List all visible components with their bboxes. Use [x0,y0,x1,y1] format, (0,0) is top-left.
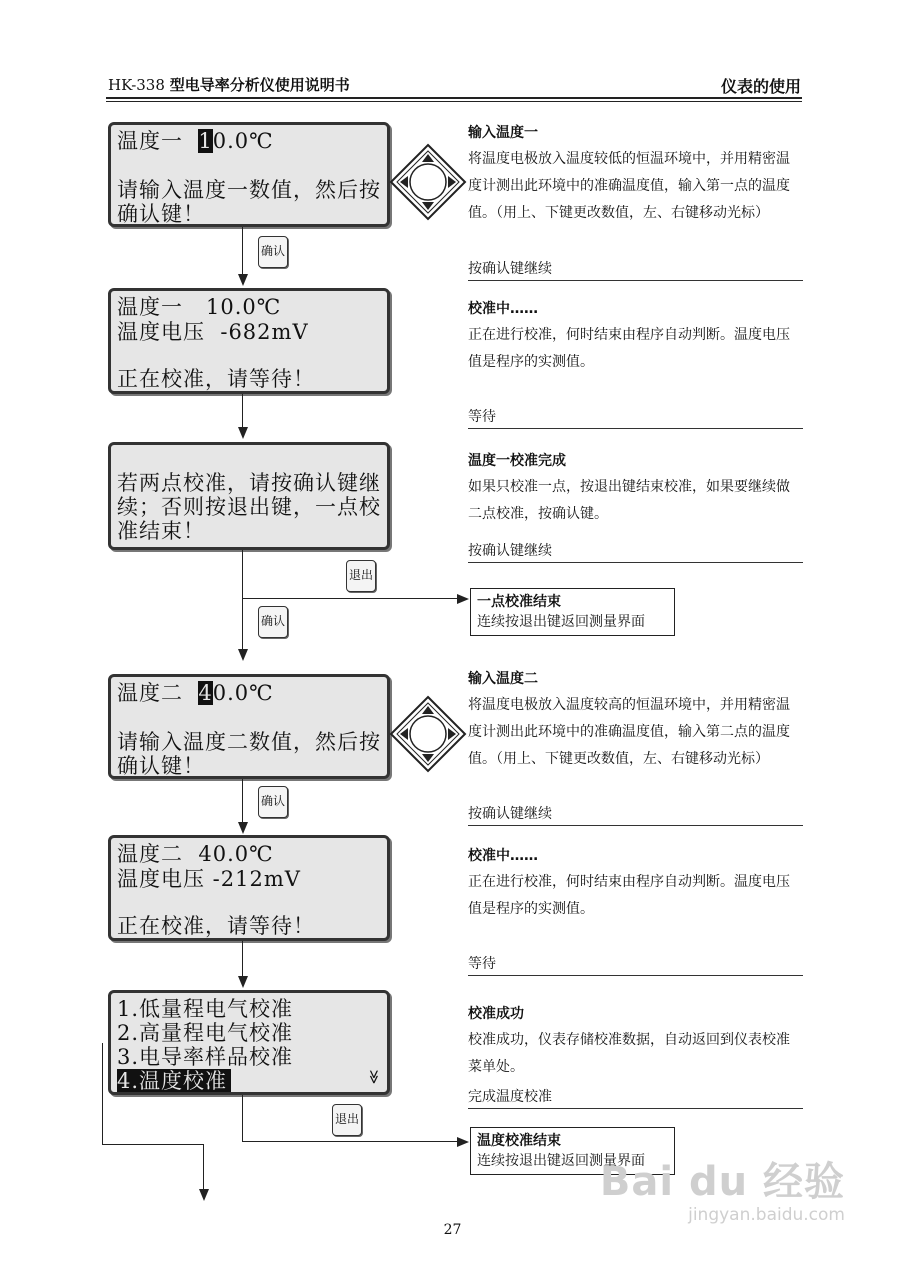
baidu-jingyan-watermark [600,1150,845,1225]
flow-line [242,779,243,823]
exit-key[interactable]: 退出 [346,560,376,592]
end-box-one-point [470,588,675,636]
arrow-down-icon [199,1189,209,1201]
step-body: 正在进行校准，何时结束由程序自动判断。温度电压值是程序的实测值。 [468,327,790,370]
flow-line [242,598,457,599]
step-footer: 等待 [468,956,496,972]
lcd-line: 准结束！ [117,519,205,543]
lcd-line: 正在校准，请等待！ [117,367,315,391]
step-rule [468,1108,803,1109]
step-rule [468,428,803,429]
step-title: 校准中…… [468,848,538,864]
step-rule [468,280,803,281]
menu-item-temperature-selected: 4.温度校准 [117,1069,231,1093]
end-box-text: 连续按退出键返回测量界面 [477,614,645,630]
lcd-line: 请输入温度一数值，然后按 [117,178,381,202]
menu-item-low-range: 1.低量程电气校准 [117,997,294,1021]
flow-line [242,394,243,428]
step-body: 正在进行校准，何时结束由程序自动判断。温度电压值是程序的实测值。 [468,874,790,917]
step-body: 将温度电极放入温度较低的恒温环境中，并用精密温度计测出此环境中的准确温度值，输入第一点的温度值。（用上、下键更改数值，左、右键移动光标） [468,151,790,221]
arrow-down-icon [238,822,248,834]
direction-pad-icon [388,142,468,222]
lcd-line: 请输入温度二数值，然后按 [117,730,381,754]
step-title: 校准中…… [468,301,538,317]
end-box-text: 连续按退出键返回测量界面 [477,1153,645,1169]
manual-title: 型电导率分析仪使用说明书 [169,76,350,94]
confirm-key[interactable]: 确认 [258,236,288,268]
confirm-key[interactable]: 确认 [258,786,288,818]
confirm-key[interactable]: 确认 [258,606,288,638]
arrow-down-icon [238,274,248,286]
arrow-right-icon [457,1137,469,1147]
header-rule-thin [106,101,802,102]
flow-line [242,941,243,977]
lcd-screen-calibrating-temp1 [108,288,390,394]
lcd-line: 0.0℃ [212,129,274,153]
step-body: 校准成功，仪表存储校准数据，自动返回到仪表校准菜单处。 [468,1032,790,1075]
lcd-line: 温度一 10.0℃ [117,295,282,319]
section-title: 仪表的使用 [720,77,801,96]
lcd-screen-calibration-menu [108,990,390,1095]
step-title: 输入温度一 [468,125,538,141]
lcd-line: 确认键！ [117,754,205,778]
end-box-title: 温度校准结束 [477,1133,561,1149]
lcd-line: 温度一 [117,129,199,153]
arrow-down-icon [238,976,248,988]
direction-pad-icon [388,694,468,774]
flow-line [102,1144,204,1145]
lcd-line: 确认键！ [117,202,205,226]
end-box-title: 一点校准结束 [477,594,561,610]
flow-line [242,550,243,650]
arrow-down-icon [238,427,248,439]
scroll-down-icon: ≫ [365,1069,382,1085]
step-rule [468,975,803,976]
step-body: 如果只校准一点，按退出键结束校准，如果要继续做二点校准，按确认键。 [468,479,790,522]
page-number: 27 [443,1222,462,1238]
header-rule [106,97,802,99]
lcd-line: 温度二 40.0℃ [117,842,274,866]
step-title: 温度一校准完成 [468,453,566,469]
lcd-screen-temp1-done [108,442,390,550]
model-number: HK-338 [108,76,165,94]
watermark-url: jingyan.baidu.com [688,1205,845,1225]
lcd-screen-input-temp1 [108,122,390,227]
document-header-title [108,74,350,95]
step-title: 输入温度二 [468,671,538,687]
lcd-line: 正在校准，请等待！ [117,914,315,938]
flow-line [242,1141,457,1142]
flow-line [242,227,243,275]
lcd-line: 续；否则按退出键，一点校 [117,495,381,519]
step-footer: 按确认键继续 [468,543,552,559]
lcd-screen-calibrating-temp2 [108,835,390,941]
arrow-right-icon [457,594,469,604]
lcd-line: 温度电压 -212mV [117,867,301,891]
step-rule [468,825,803,826]
step-footer: 按确认键继续 [468,806,552,822]
flow-line [102,1043,103,1145]
menu-item-high-range: 2.高量程电气校准 [117,1021,294,1045]
step-body: 将温度电极放入温度较高的恒温环境中，并用精密温度计测出此环境中的准确温度值，输入第二点的温度值。（用上、下键更改数值，左、右键移动光标） [468,697,790,767]
arrow-down-icon [238,649,248,661]
lcd-line: 温度电压 -682mV [117,320,309,344]
lcd-screen-input-temp2 [108,674,390,779]
step-footer: 完成温度校准 [468,1089,552,1105]
lcd-cursor: 1 [198,129,213,153]
lcd-line: 若两点校准，请按确认键继 [117,471,381,495]
exit-key[interactable]: 退出 [332,1104,362,1136]
step-title: 校准成功 [468,1006,524,1022]
lcd-line: 0.0℃ [212,681,274,705]
lcd-line: 温度二 [117,681,199,705]
step-footer: 按确认键继续 [468,261,552,277]
menu-item-sample: 3.电导率样品校准 [117,1045,294,1069]
watermark-brand: Bai du 经验 [599,1159,845,1205]
step-rule [468,562,803,563]
flow-line [203,1144,204,1190]
flow-line [242,1095,243,1142]
step-footer: 等待 [468,409,496,425]
lcd-cursor: 4 [198,681,213,705]
